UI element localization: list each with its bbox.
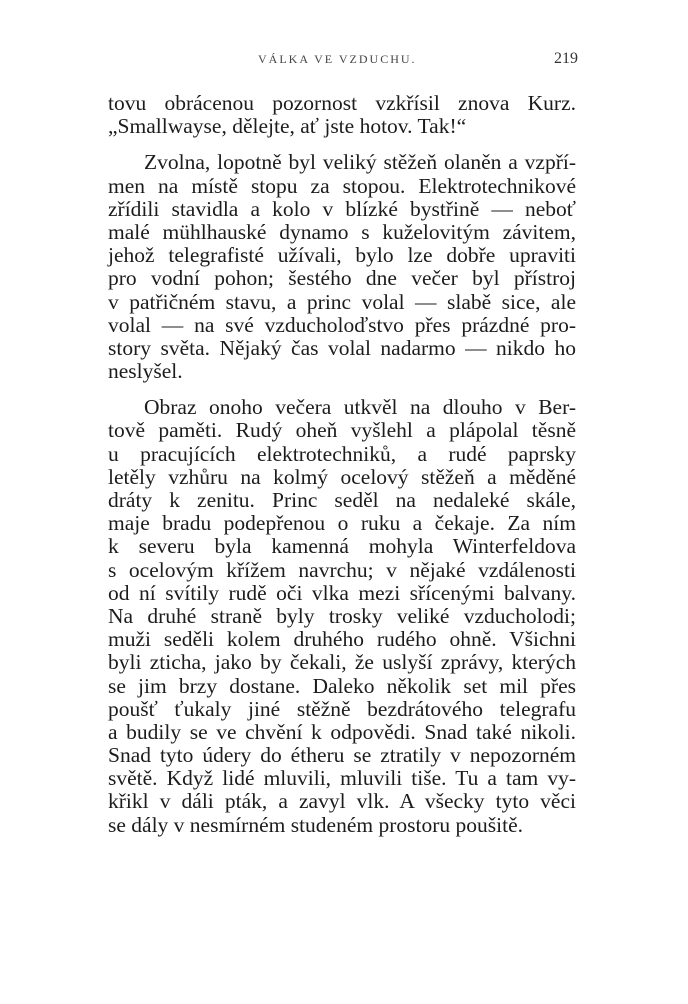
text-line: letěly vzhůru na kolmý ocelový stěžeň a měděné <box>108 464 576 489</box>
text-line: k severu byla kamenná mohyla Winterfeldova <box>108 534 576 559</box>
text-line: s ocelovým křížem navrchu; v nějaké vzdálenosti <box>108 557 576 582</box>
text-line: poušť ťukaly jiné stěžně bezdrátového telegrafu <box>108 696 576 721</box>
text-line: story světa. Nějaký čas volal nadarmo — nikdo ho <box>108 335 576 360</box>
paragraph-3 <box>108 396 576 837</box>
running-head: VÁLKA VE VZDUCHU. <box>258 52 417 66</box>
paragraph-1 <box>108 92 576 138</box>
text-line: byli zticha, jako by čekali, že uslyší zprávy, kterých <box>108 650 576 675</box>
text-line: volal — na své vzducholoďstvo přes prázdné pro- <box>108 312 576 337</box>
text-line: a budily se ve chvění k odpovědi. Snad také nikoli. <box>108 719 576 744</box>
text-line: světě. Když lidé mluvili, mluvili tiše. Tu a tam vy- <box>108 766 576 791</box>
text-line: „Smallwayse, dělejte, ať jste hotov. Tak!“ <box>108 114 467 139</box>
text-line: se dály v nesmírném studeném prostoru poušitě. <box>108 812 523 837</box>
text-line: Obraz onoho večera utkvěl na dlouho v Ber- <box>144 395 576 420</box>
text-line: maje bradu podepřenou o ruku a čekaje. Za ním <box>108 511 576 536</box>
text-line: se jim brzy dostane. Daleko několik set mil přes <box>108 673 576 698</box>
body-text <box>108 92 576 837</box>
text-line: malé mühlhauské dynamo s kuželovitým závitem, <box>108 219 576 244</box>
page-number: 219 <box>554 50 578 67</box>
text-line: dráty k zenitu. Princ seděl na nedaleké skále, <box>108 488 576 512</box>
text-line: muži seděli kolem druhého rudého ohně. Všichni <box>108 627 576 652</box>
text-line: u pracujících elektrotechniků, a rudé paprsky <box>108 441 576 466</box>
text-line: jehož telegrafisté užívali, bylo lze dobře upraviti <box>108 243 576 268</box>
text-line: Snad tyto údery do étheru se ztratily v nepozorném <box>108 743 576 768</box>
text-line: od ní svítily rudě oči vlka mezi sřícenými balvany. <box>108 580 576 605</box>
paragraph-2 <box>108 151 576 383</box>
text-line: zřídili stavidla a kolo v blízké bystřině — neboť <box>108 196 576 221</box>
text-line: tově paměti. Rudý oheň vyšlehl a plápolal těsně <box>108 418 576 443</box>
text-line: tovu obrácenou pozornost vzkřísil znova Kurz. <box>108 91 576 115</box>
text-line: Zvolna, lopotně byl veliký stěžeň olaněn a vzpří- <box>144 150 576 175</box>
text-line: v patřičném stavu, a princ volal — slabě sice, ale <box>108 289 576 314</box>
text-line: pro vodní pohon; šestého dne večer byl přístroj <box>108 266 576 291</box>
text-line: Na druhé straně byly trosky veliké vzducholodi; <box>108 603 576 628</box>
page-header <box>108 52 578 72</box>
text-line: křikl v dáli pták, a zavyl vlk. A všecky tyto věci <box>108 789 576 814</box>
text-line: neslyšel. <box>108 359 183 384</box>
text-line: men na místě stopu za stopou. Elektrotechnikové <box>108 173 576 198</box>
